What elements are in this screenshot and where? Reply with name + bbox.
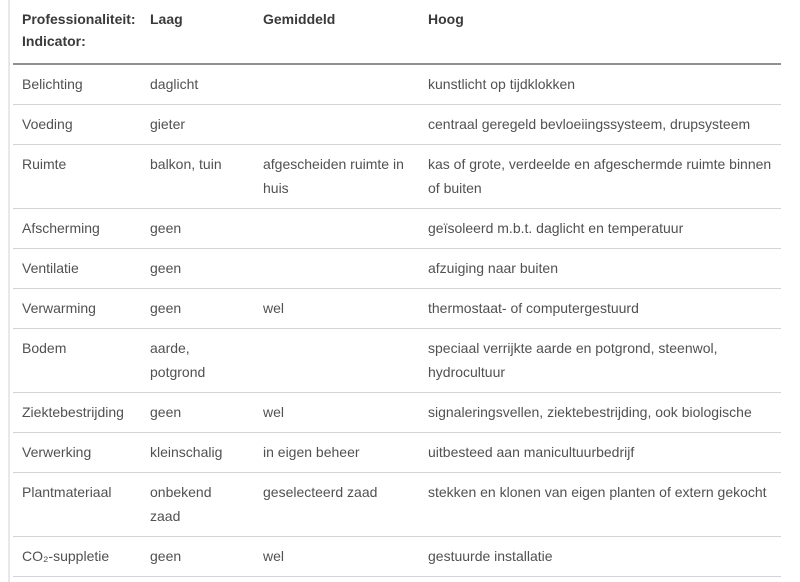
header-cell-hoog: Hoog: [419, 0, 781, 64]
cell-hoog: geïsoleerd m.b.t. daglicht en temperatuur: [419, 209, 781, 249]
cell-hoog: signaleringsvellen, ziektebestrijding, ook biologische: [419, 393, 781, 433]
cell-hoog: thermostaat- of computergestuurd: [419, 289, 781, 329]
cell-laag: geen: [141, 249, 254, 289]
cell-indicator: Voeding: [13, 105, 141, 145]
cell-laag: gieter: [141, 105, 254, 145]
table-row: [13, 105, 781, 145]
cell-hoog: gestuurde installatie: [419, 537, 781, 577]
table-row: [13, 329, 781, 393]
table-row: [13, 393, 781, 433]
cell-laag: kleinschalig: [141, 433, 254, 473]
cell-indicator: Plantmateriaal: [13, 473, 141, 537]
cell-hoog: afzuiging naar buiten: [419, 249, 781, 289]
cell-laag: geen: [141, 393, 254, 433]
cell-indicator: Ruimte: [13, 145, 141, 209]
cell-gemiddeld: [254, 64, 419, 105]
cell-hoog: uitbesteed aan manicultuurbedrijf: [419, 433, 781, 473]
table-row: [13, 289, 781, 329]
cell-indicator: Verwerking: [13, 433, 141, 473]
header-cell-gemiddeld: Gemiddeld: [254, 0, 419, 64]
cell-indicator: Ziektebestrijding: [13, 393, 141, 433]
cell-gemiddeld: [254, 105, 419, 145]
cell-indicator: Afscherming: [13, 209, 141, 249]
header-professionaliteit-label: Professionaliteit:: [22, 11, 136, 27]
table-row: [13, 473, 781, 537]
table-body: [13, 64, 781, 577]
header-cell-laag: Laag: [141, 0, 254, 64]
table-header: [13, 0, 781, 64]
table-row: [13, 249, 781, 289]
header-row: [13, 0, 781, 64]
header-cell-indicator: [13, 0, 141, 64]
cell-indicator: Verwarming: [13, 289, 141, 329]
cell-gemiddeld: [254, 249, 419, 289]
cell-gemiddeld: wel: [254, 537, 419, 577]
table-row: [13, 64, 781, 105]
cell-gemiddeld: wel: [254, 289, 419, 329]
table-row: [13, 433, 781, 473]
cell-indicator: CO₂-suppletie: [13, 537, 141, 577]
table-row: [13, 209, 781, 249]
table-row: [13, 145, 781, 209]
cell-gemiddeld: [254, 329, 419, 393]
cell-indicator: Bodem: [13, 329, 141, 393]
cell-hoog: speciaal verrijkte aarde en potgrond, steenwol, hydrocultuur: [419, 329, 781, 393]
cell-laag: geen: [141, 209, 254, 249]
cell-hoog: kunstlicht op tijdklokken: [419, 64, 781, 105]
cell-laag: geen: [141, 289, 254, 329]
cell-gemiddeld: geselecteerd zaad: [254, 473, 419, 537]
cell-indicator: Ventilatie: [13, 249, 141, 289]
cell-laag: aarde, potgrond: [141, 329, 254, 393]
cell-gemiddeld: afgescheiden ruimte in huis: [254, 145, 419, 209]
cell-laag: onbekend zaad: [141, 473, 254, 537]
cell-gemiddeld: [254, 209, 419, 249]
cell-hoog: kas of grote, verdeelde en afgeschermde ruimte binnen of buiten: [419, 145, 781, 209]
cell-gemiddeld: in eigen beheer: [254, 433, 419, 473]
cell-laag: daglicht: [141, 64, 254, 105]
cell-laag: balkon, tuin: [141, 145, 254, 209]
cell-laag: geen: [141, 537, 254, 577]
header-indicator-label: Indicator:: [22, 33, 86, 49]
cell-indicator: Belichting: [13, 64, 141, 105]
cell-gemiddeld: wel: [254, 393, 419, 433]
cell-hoog: stekken en klonen van eigen planten of extern gekocht: [419, 473, 781, 537]
professionality-table: [13, 0, 781, 577]
left-vertical-rule: [8, 0, 10, 582]
cell-hoog: centraal geregeld bevloeiingssysteem, drupsysteem: [419, 105, 781, 145]
table-row: [13, 537, 781, 577]
